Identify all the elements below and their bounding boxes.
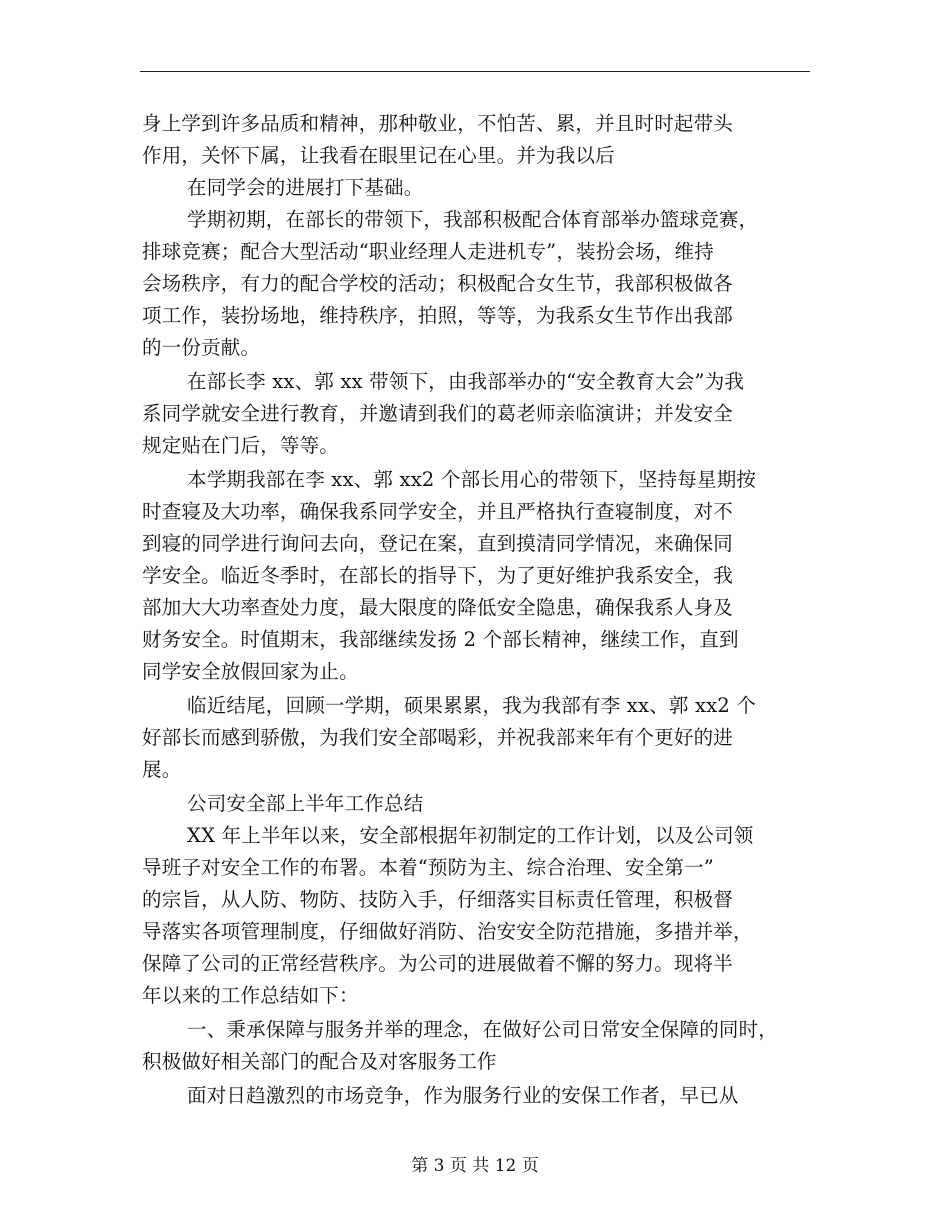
paragraph-line: 保障了公司的正常经营秩序。为公司的进展做着不懈的努力。现将半	[142, 952, 734, 975]
paragraph-line: 展。	[142, 758, 182, 781]
paragraph-line: 会场秩序，有力的配合学校的活动；积极配合女生节，我部积极做各	[142, 272, 734, 295]
paragraph-line: 到寝的同学进行询问去向，登记在案，直到摸清同学情况，来确保同	[142, 532, 734, 555]
paragraph-line: 排球竞赛；配合大型活动“职业经理人走进机专”，装扮会场，维持	[142, 240, 714, 263]
paragraph-line: 作用，关怀下属，让我看在眼里记在心里。并为我以后	[142, 144, 615, 167]
paragraph-line: 临近结尾，回顾一学期，硕果累累，我为我部有李 xx、郭 xx2 个	[187, 694, 757, 717]
paragraph-line: 规定贴在门后，等等。	[142, 434, 340, 457]
subsection-heading: 一、秉承保障与服务并举的理念，在做好公司日常安全保障的同时，	[187, 1018, 779, 1041]
paragraph-line: 本学期我部在李 xx、郭 xx2 个部长用心的带领下，坚持每星期按	[187, 468, 757, 491]
paragraph-line: 财务安全。时值期末，我部继续发扬 2 个部长精神，继续工作，直到	[142, 628, 739, 651]
paragraph-line: 在同学会的进展打下基础。	[187, 176, 424, 199]
paragraph-line: 导班子对安全工作的布署。本着“预防为主、综合治理、安全第一”	[142, 856, 714, 879]
subsection-heading: 积极做好相关部门的配合及对客服务工作	[142, 1050, 497, 1073]
page-footer: 第 3 页 共 12 页	[411, 1156, 539, 1176]
paragraph-line: 的一份贡献。	[142, 336, 261, 359]
paragraph-line: 时查寝及大功率，确保我系同学安全，并且严格执行查寝制度，对不	[142, 500, 734, 523]
paragraph-line: 好部长而感到骄傲，为我们安全部喝彩，并祝我部来年有个更好的进	[142, 726, 734, 749]
paragraph-line: 在部长李 xx、郭 xx 带领下，由我部举办的“安全教育大会”为我	[187, 370, 745, 393]
paragraph-line: 项工作，装扮场地，维持秩序，拍照，等等，为我系女生节作出我部	[142, 304, 734, 327]
paragraph-line: 面对日趋激烈的市场竞争，作为服务行业的安保工作者，早已从	[187, 1084, 739, 1107]
paragraph-line: 学安全。临近冬季时，在部长的指导下，为了更好维护我系安全，我	[142, 564, 734, 587]
paragraph-line: 部加大大功率查处力度，最大限度的降低安全隐患，确保我系人身及	[142, 596, 734, 619]
paragraph-line: 的宗旨，从人防、物防、技防入手，仔细落实目标责任管理，积极督	[142, 888, 734, 911]
paragraph-line: XX 年上半年以来，安全部根据年初制定的工作计划，以及公司领	[187, 824, 754, 847]
paragraph-line: 同学安全放假回家为止。	[142, 660, 359, 683]
paragraph-line: 年以来的工作总结如下：	[142, 984, 359, 1007]
paragraph-line: 学期初期，在部长的带领下，我部积极配合体育部举办篮球竞赛，	[187, 208, 759, 231]
section-title: 公司安全部上半年工作总结	[187, 792, 424, 815]
paragraph-line: 系同学就安全进行教育，并邀请到我们的葛老师亲临演讲；并发安全	[142, 402, 734, 425]
paragraph-line: 身上学到许多品质和精神，那种敬业，不怕苦、累，并且时时起带头	[142, 112, 734, 135]
paragraph-line: 导落实各项管理制度，仔细做好消防、治安安全防范措施，多措并举，	[142, 920, 753, 943]
